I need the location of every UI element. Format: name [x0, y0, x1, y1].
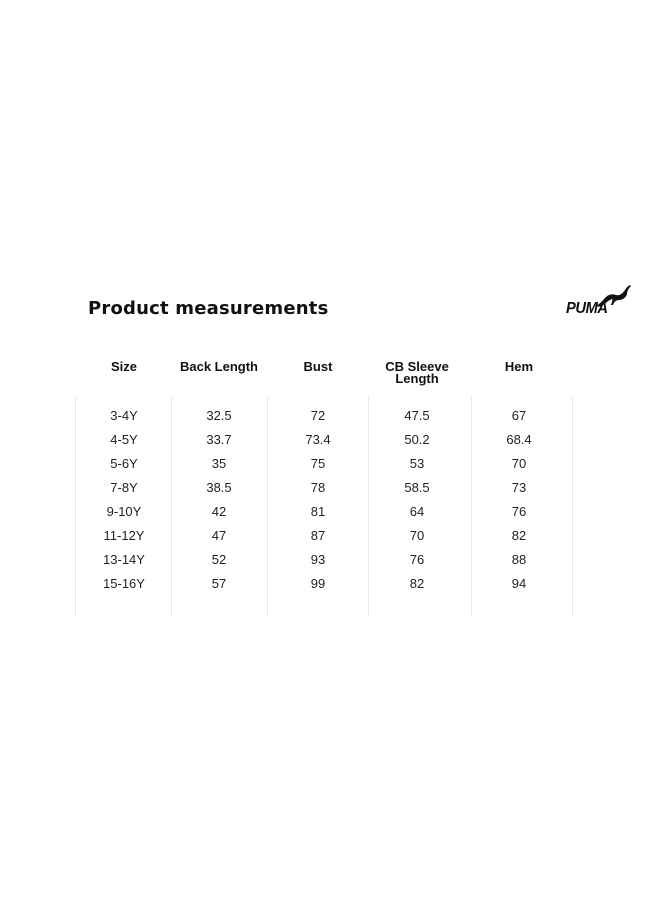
cell-cb-sleeve-length: 64	[409, 504, 425, 519]
cell-size: 3-4Y	[110, 408, 138, 423]
column-divider	[471, 396, 472, 616]
column-header-bust: Bust	[303, 359, 333, 374]
column-divider	[171, 396, 172, 616]
column-header-back-length: Back Length	[179, 359, 258, 374]
cell-cb-sleeve-length: 82	[409, 576, 425, 591]
cell-hem: 88	[511, 552, 527, 567]
cell-back-length: 38.5	[206, 480, 232, 495]
page-title: Product measurements	[88, 298, 329, 319]
logo-wordmark: PUMA	[566, 300, 608, 317]
column-header-size: Size	[110, 359, 137, 374]
column-divider	[267, 396, 268, 616]
cell-bust: 75	[310, 456, 326, 471]
cell-size: 15-16Y	[103, 576, 145, 591]
cell-hem: 70	[511, 456, 527, 471]
cell-hem: 82	[511, 528, 527, 543]
cell-cb-sleeve-length: 70	[409, 528, 425, 543]
column-divider	[572, 396, 573, 616]
cell-hem: 94	[511, 576, 527, 591]
cell-size: 5-6Y	[110, 456, 138, 471]
cell-cb-sleeve-length: 58.5	[404, 480, 430, 495]
cell-cb-sleeve-length: 50.2	[404, 432, 430, 447]
cell-back-length: 52	[211, 552, 227, 567]
cell-bust: 73.4	[305, 432, 331, 447]
column-divider	[368, 396, 369, 616]
cell-back-length: 32.5	[206, 408, 232, 423]
cell-back-length: 47	[211, 528, 227, 543]
cell-bust: 93	[310, 552, 326, 567]
cell-hem: 67	[511, 408, 527, 423]
column-divider	[75, 396, 76, 616]
column-header-hem: Hem	[504, 359, 534, 374]
cell-size: 7-8Y	[110, 480, 138, 495]
cell-bust: 99	[310, 576, 326, 591]
cell-bust: 78	[310, 480, 326, 495]
cell-hem: 73	[511, 480, 527, 495]
cell-back-length: 42	[211, 504, 227, 519]
cell-size: 9-10Y	[106, 504, 142, 519]
cell-size: 11-12Y	[103, 528, 145, 543]
cell-cb-sleeve-length: 53	[409, 456, 425, 471]
column-header-cb-sleeve-length: CB Sleeve Length	[385, 359, 449, 386]
cell-hem: 76	[511, 504, 527, 519]
cell-hem: 68.4	[506, 432, 532, 447]
cell-bust: 81	[310, 504, 326, 519]
cell-size: 13-14Y	[103, 552, 145, 567]
brand-logo	[566, 284, 630, 320]
cell-size: 4-5Y	[110, 432, 138, 447]
cell-back-length: 33.7	[206, 432, 232, 447]
cell-cb-sleeve-length: 76	[409, 552, 425, 567]
cell-cb-sleeve-length: 47.5	[404, 408, 430, 423]
cell-bust: 72	[310, 408, 326, 423]
cell-bust: 87	[310, 528, 326, 543]
cell-back-length: 57	[211, 576, 227, 591]
cell-back-length: 35	[211, 456, 227, 471]
